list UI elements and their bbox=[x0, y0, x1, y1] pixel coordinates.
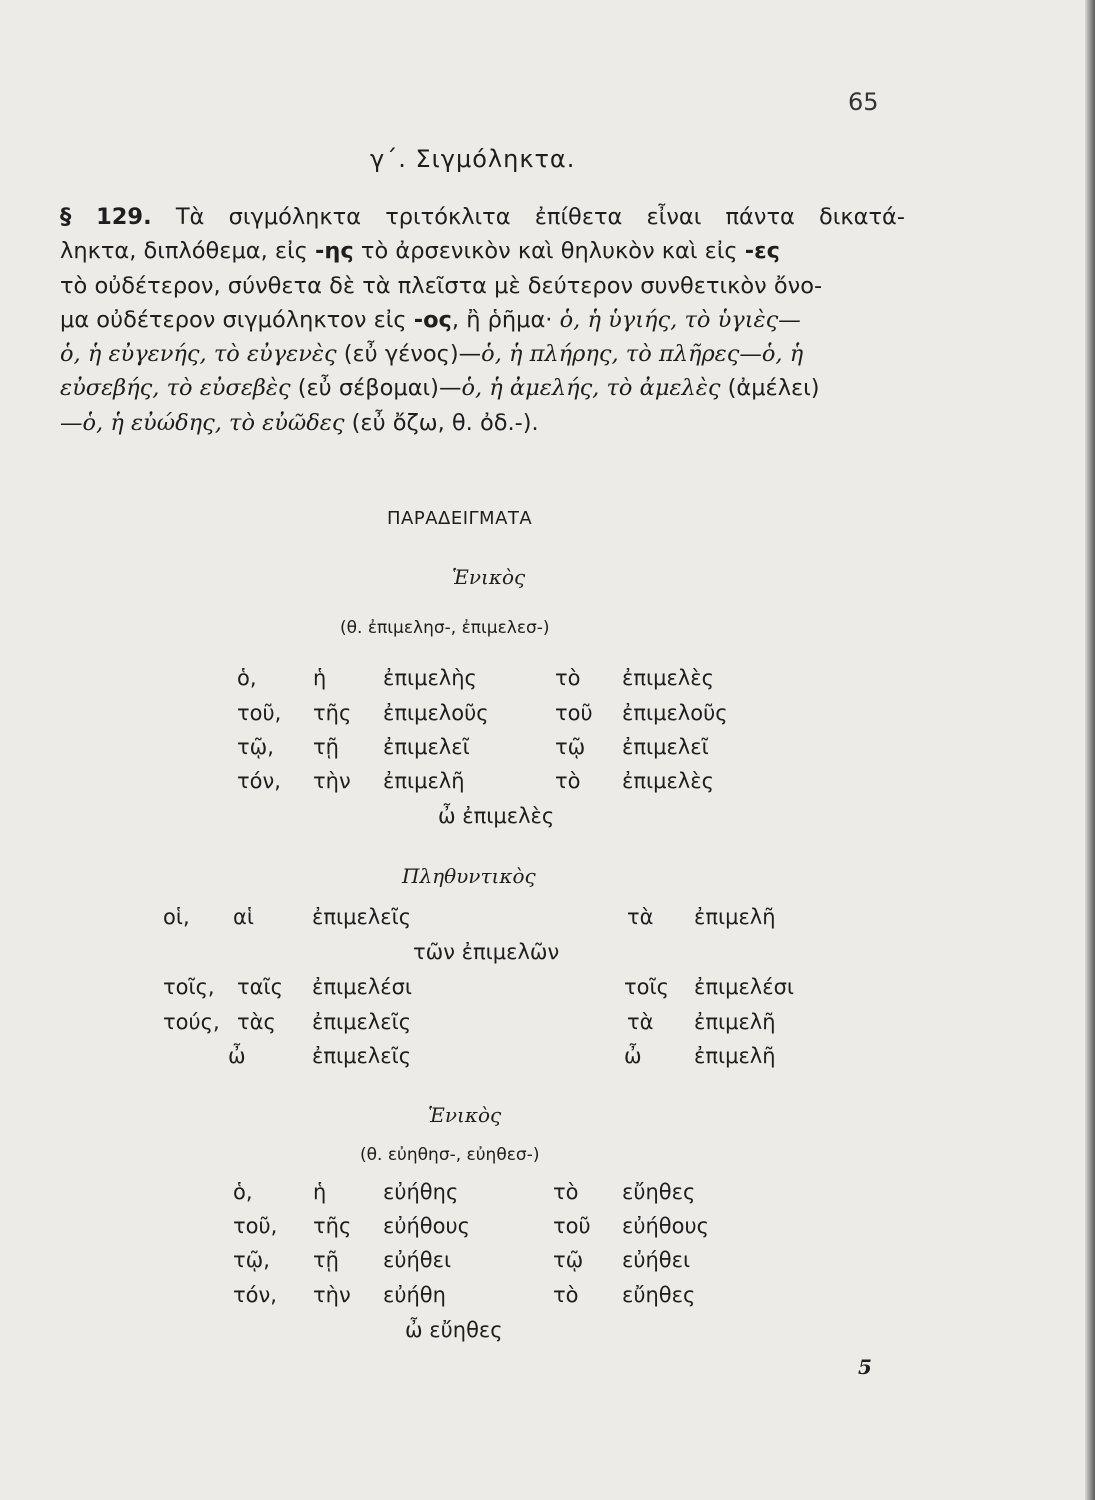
signature-mark: 5 bbox=[858, 1355, 872, 1379]
table-cell: ἐπιμελῆ bbox=[694, 905, 776, 929]
table-cell: ἐπιμελέσι bbox=[694, 975, 795, 999]
table-cell: τοῦ, bbox=[233, 1214, 278, 1238]
table-cell: τοῦ bbox=[553, 1214, 591, 1238]
table-cell: ἐπιμελοῦς bbox=[383, 701, 489, 725]
genitive-row: τῶν ἐπιμελῶν bbox=[413, 940, 560, 964]
table-cell: τῷ, bbox=[233, 1248, 270, 1272]
paragraph-line-7: —ὁ, ἡ εὐώδης, τὸ εὐῶδες (εὖ ὄζω, θ. ὀδ.-). bbox=[60, 409, 539, 436]
table-cell: τῷ, bbox=[237, 735, 274, 759]
paragraph-line-2: ληκτα, διπλόθεμα, εἰς -ης τὸ ἀρσενικὸν καὶ θηλυκὸν καὶ εἰς -ες bbox=[60, 238, 780, 265]
table-cell: εὐήθει bbox=[383, 1248, 452, 1272]
table-cell: ἡ bbox=[313, 666, 327, 690]
table-cell: τόν, bbox=[237, 769, 281, 793]
table-cell: τῇ bbox=[313, 735, 339, 759]
table-cell: ἐπιμελῆ bbox=[694, 1010, 776, 1034]
section-heading: γ΄. Σιγμόληκτα. bbox=[370, 145, 576, 173]
table-cell: τὸ bbox=[555, 769, 581, 793]
table-cell: τοῦ bbox=[555, 701, 593, 725]
table-cell: τοῦ, bbox=[237, 701, 282, 725]
paragraph-line-6: εὐσεβής, τὸ εὐσεβὲς (εὖ σέβομαι)—ὁ, ἡ ἀμελής, τὸ ἀμελὲς (ἀμέλει) bbox=[60, 375, 820, 402]
page-number: 65 bbox=[848, 88, 879, 116]
table-cell: ὁ, bbox=[237, 666, 257, 690]
table-cell: τοῖς, bbox=[163, 975, 215, 999]
table-cell: ὁ, bbox=[233, 1180, 253, 1204]
table-cell: τοῖς bbox=[624, 975, 669, 999]
paragraph-129 bbox=[60, 200, 905, 440]
table-cell: ἐπιμελὲς bbox=[622, 769, 714, 793]
table-cell: ἐπιμελεῖ bbox=[622, 735, 709, 759]
table-cell: τόν, bbox=[233, 1283, 277, 1307]
table-cell: τὸ bbox=[555, 666, 581, 690]
table-cell: ἐπιμελεῖς bbox=[312, 1010, 412, 1034]
table-cell: ἐπιμελῆ bbox=[694, 1044, 776, 1068]
table-cell: ἐπιμελὴς bbox=[383, 666, 477, 690]
stem-label-2: (θ. εὐηθησ-, εὐηθεσ-) bbox=[360, 1145, 540, 1165]
vocative-row: ὦ ἐπιμελὲς bbox=[438, 804, 555, 828]
table-cell: εὔηθες bbox=[622, 1283, 696, 1307]
table-cell: ἐπιμελῆ bbox=[383, 769, 465, 793]
stem-label: (θ. ἐπιμελησ-, ἐπιμελεσ-) bbox=[340, 618, 550, 638]
paragraph-line-1: § 129. Τὰ σιγμόληκτα τριτόκλιτα ἐπίθετα εἶναι πάντα δικατά- bbox=[60, 204, 905, 230]
table-cell: τούς, bbox=[163, 1010, 220, 1034]
table-cell: ἐπιμελεῖς bbox=[312, 1044, 412, 1068]
table-cell: αἱ bbox=[233, 905, 254, 929]
table-cell: ταῖς bbox=[237, 975, 283, 999]
table-cell: τῇ bbox=[313, 1248, 339, 1272]
table-cell: εὐήθη bbox=[383, 1283, 446, 1307]
table-cell: εὐήθους bbox=[383, 1214, 470, 1238]
table-cell: τὰ bbox=[627, 905, 654, 929]
table-cell: ἡ bbox=[313, 1180, 327, 1204]
table-cell: εὔηθες bbox=[622, 1180, 696, 1204]
paragraph-line-4: μα οὐδέτερον σιγμόληκτον εἰς -ος, ἢ ῥῆμα· ὁ, ἡ ὑγιής, τὸ ὑγιὲς— bbox=[60, 306, 801, 333]
table-cell: τῷ bbox=[553, 1248, 584, 1272]
number-label-singular: Ἑνικὸς bbox=[452, 565, 526, 589]
paragraph-line-5: ὁ, ἡ εὐγενής, τὸ εὐγενὲς (εὖ γένος)—ὁ, ἡ πλήρης, τὸ πλῆρες—ὁ, ἡ bbox=[60, 341, 804, 368]
table-cell: εὐήθους bbox=[622, 1214, 709, 1238]
table-cell: οἱ, bbox=[163, 905, 190, 929]
table-cell: ὦ bbox=[624, 1044, 642, 1068]
table-cell: τῆς bbox=[313, 1214, 352, 1238]
table-cell: ὦ bbox=[228, 1044, 246, 1068]
table-cell: εὐήθει bbox=[622, 1248, 691, 1272]
table-cell: τὸ bbox=[553, 1180, 579, 1204]
table-cell: ἐπιμελέσι bbox=[312, 975, 413, 999]
table-cell: εὐήθης bbox=[383, 1180, 459, 1204]
table-cell: ἐπιμελεῖ bbox=[383, 735, 470, 759]
table-cell: ἐπιμελὲς bbox=[622, 666, 714, 690]
section-number: § 129. bbox=[60, 204, 152, 230]
number-label-singular-2: Ἑνικὸς bbox=[428, 1103, 502, 1127]
table-cell: τὴν bbox=[313, 1283, 351, 1307]
table-cell: τῆς bbox=[313, 701, 352, 725]
number-label-plural: Πληθυντικὸς bbox=[402, 864, 536, 888]
page-edge-shadow bbox=[1085, 0, 1095, 1500]
examples-title: ΠΑΡΑΔΕΙΓΜΑΤΑ bbox=[387, 508, 533, 529]
paragraph-line-3: τὸ οὐδέτερον, σύνθετα δὲ τὰ πλεῖστα μὲ δεύτερον συνθετικὸν ὄνο- bbox=[60, 272, 823, 299]
table-cell: τὰς bbox=[237, 1010, 276, 1034]
table-cell: ἐπιμελεῖς bbox=[312, 905, 412, 929]
vocative-row: ὦ εὔηθες bbox=[405, 1318, 503, 1342]
table-cell: τῷ bbox=[555, 735, 586, 759]
table-cell: ἐπιμελοῦς bbox=[622, 701, 728, 725]
table-cell: τὰ bbox=[627, 1010, 654, 1034]
table-cell: τὴν bbox=[313, 769, 351, 793]
table-cell: τὸ bbox=[553, 1283, 579, 1307]
